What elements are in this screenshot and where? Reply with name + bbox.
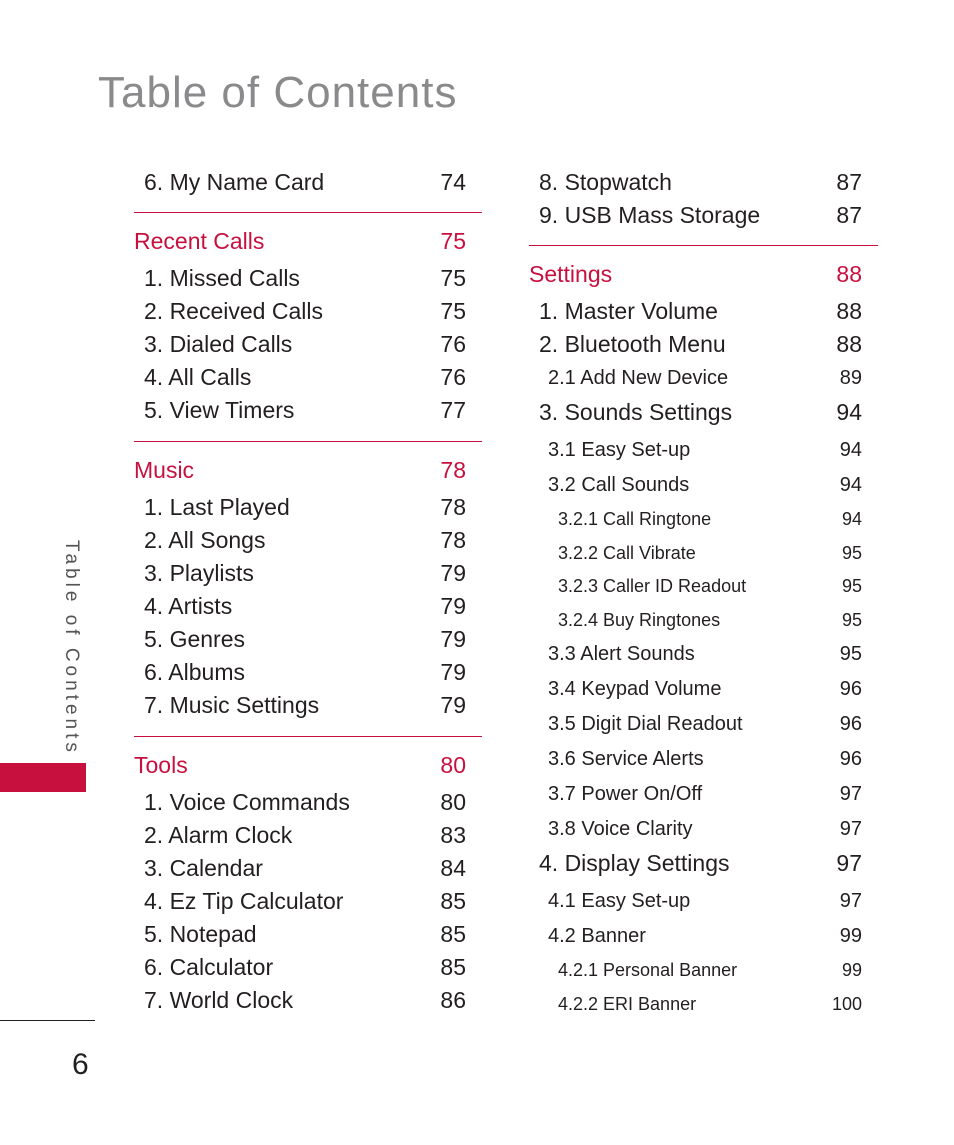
section-heading-label: Recent Calls <box>134 228 265 254</box>
toc-entry-page: 74 <box>440 169 466 195</box>
toc-entry-calculator[interactable] <box>134 951 482 984</box>
toc-entry-alarm-clock[interactable] <box>134 819 482 852</box>
toc-entry-label: 8. Stopwatch <box>539 169 672 195</box>
toc-entry-sounds-settings[interactable] <box>529 396 878 429</box>
toc-entry-usb-mass-storage[interactable] <box>529 199 878 232</box>
toc-entry-call-sounds[interactable] <box>529 468 878 503</box>
footer-divider <box>0 1020 95 1021</box>
toc-entry-page: 97 <box>836 850 862 876</box>
toc-entry-label: 3.6 Service Alerts <box>548 748 704 770</box>
toc-entry-label: 7. Music Settings <box>144 692 320 718</box>
toc-entry-label: 2. All Songs <box>144 527 266 553</box>
toc-entry-page: 97 <box>839 890 862 912</box>
section-heading-label: Settings <box>529 261 613 287</box>
toc-entry-label: 3.2.4 Buy Ringtones <box>558 609 721 630</box>
toc-entry-world-clock[interactable] <box>134 984 482 1017</box>
toc-entry-page: 88 <box>836 298 862 324</box>
toc-entry-page: 86 <box>440 987 466 1013</box>
toc-entry-page: 99 <box>839 925 862 947</box>
toc-entry-page: 100 <box>831 993 862 1014</box>
toc-entry-label: 3.2.1 Call Ringtone <box>558 509 712 530</box>
toc-entry-artists[interactable] <box>134 590 482 623</box>
toc-entry-label: 3.4 Keypad Volume <box>548 678 722 700</box>
toc-entry-label: 3. Dialed Calls <box>144 331 293 357</box>
section-heading-label: Music <box>134 457 195 483</box>
toc-entry-page: 79 <box>440 626 466 652</box>
toc-entry-page: 85 <box>440 954 466 980</box>
toc-entry-page: 78 <box>440 494 466 520</box>
toc-entry-alert-sounds[interactable] <box>529 637 878 672</box>
section-heading-page: 78 <box>440 457 466 483</box>
toc-entry-page: 94 <box>836 399 862 425</box>
toc-entry-page: 94 <box>839 474 862 496</box>
toc-entry-page: 96 <box>839 713 862 735</box>
toc-entry-label: 4.2 Banner <box>548 925 646 947</box>
toc-entry-buy-ringtones[interactable] <box>529 604 878 638</box>
toc-right-column <box>529 166 878 1021</box>
toc-entry-page: 85 <box>440 888 466 914</box>
toc-entry-label: 6. Calculator <box>144 954 274 980</box>
toc-entry-voice-commands[interactable] <box>134 786 482 819</box>
toc-entry-voice-clarity[interactable] <box>529 812 878 847</box>
toc-entry-page: 84 <box>440 855 466 881</box>
toc-entry-page: 79 <box>440 659 466 685</box>
toc-entry-label: 6. My Name Card <box>144 169 325 195</box>
toc-left-column <box>134 166 482 1017</box>
toc-entry-page: 79 <box>440 692 466 718</box>
toc-entry-dialed-calls[interactable] <box>134 328 482 361</box>
section-heading-tools[interactable] <box>134 736 482 779</box>
toc-entry-page: 75 <box>440 265 466 291</box>
toc-entry-service-alerts[interactable] <box>529 742 878 777</box>
toc-entry-my-name-card[interactable] <box>134 166 482 199</box>
toc-entry-label: 1. Voice Commands <box>144 789 350 815</box>
toc-entry-label: 4.1 Easy Set-up <box>548 890 691 912</box>
toc-entry-label: 2.1 Add New Device <box>548 367 729 389</box>
toc-entry-banner[interactable] <box>529 919 878 954</box>
side-tab-label: Table of Contents <box>61 540 82 756</box>
toc-entry-page: 78 <box>440 527 466 553</box>
toc-entry-label: 2. Bluetooth Menu <box>539 331 726 357</box>
toc-entry-genres[interactable] <box>134 623 482 656</box>
toc-entry-page: 79 <box>440 593 466 619</box>
toc-entry-calendar[interactable] <box>134 852 482 885</box>
toc-entry-personal-banner[interactable] <box>529 954 878 988</box>
toc-entry-label: 5. Genres <box>144 626 245 652</box>
toc-entry-missed-calls[interactable] <box>134 262 482 295</box>
toc-entry-label: 6. Albums <box>144 659 245 685</box>
toc-entry-label: 3. Calendar <box>144 855 263 881</box>
toc-entry-music-settings[interactable] <box>134 689 482 722</box>
toc-entry-label: 4. Display Settings <box>539 850 730 876</box>
section-heading-page: 80 <box>440 752 466 778</box>
toc-entry-caller-id-readout[interactable] <box>529 570 878 604</box>
toc-entry-page: 87 <box>836 202 862 228</box>
side-tab-marker <box>0 763 86 792</box>
toc-entry-view-timers[interactable] <box>134 394 482 427</box>
section-heading-page: 75 <box>440 228 466 254</box>
toc-entry-call-ringtone[interactable] <box>529 503 878 537</box>
toc-entry-label: 4. All Calls <box>144 364 252 390</box>
page-number: 6 <box>72 1048 89 1081</box>
toc-entry-ez-tip-calculator[interactable] <box>134 885 482 918</box>
toc-entry-label: 3.8 Voice Clarity <box>548 818 693 840</box>
toc-entry-label: 3.7 Power On/Off <box>548 783 703 805</box>
toc-entry-label: 1. Missed Calls <box>144 265 300 291</box>
toc-entry-page: 79 <box>440 560 466 586</box>
toc-entry-label: 4. Ez Tip Calculator <box>144 888 344 914</box>
toc-entry-call-vibrate[interactable] <box>529 537 878 571</box>
toc-entry-page: 97 <box>839 783 862 805</box>
toc-entry-display-settings[interactable] <box>529 847 878 880</box>
toc-entry-bluetooth-menu[interactable] <box>529 328 878 361</box>
toc-entry-label: 3.3 Alert Sounds <box>548 643 695 665</box>
toc-entry-label: 3.2.2 Call Vibrate <box>558 542 696 563</box>
section-heading-recent-calls[interactable] <box>134 212 482 255</box>
toc-entry-page: 94 <box>841 509 862 530</box>
toc-entry-page: 88 <box>836 331 862 357</box>
toc-entry-stopwatch[interactable] <box>529 166 878 199</box>
toc-entry-received-calls[interactable] <box>134 295 482 328</box>
toc-entry-page: 75 <box>440 298 466 324</box>
toc-entry-eri-banner[interactable] <box>529 988 878 1022</box>
toc-entry-label: 2. Received Calls <box>144 298 323 324</box>
toc-entry-label: 4.2.2 ERI Banner <box>558 993 697 1014</box>
toc-entry-page: 89 <box>839 367 862 389</box>
toc-entry-label: 5. Notepad <box>144 921 257 947</box>
toc-entry-digit-dial-readout[interactable] <box>529 707 878 742</box>
toc-entry-page: 96 <box>839 678 862 700</box>
toc-entry-page: 94 <box>839 439 862 461</box>
toc-entry-label: 4.2.1 Personal Banner <box>558 960 738 981</box>
toc-entry-label: 5. View Timers <box>144 397 295 423</box>
toc-entry-page: 76 <box>440 331 466 357</box>
toc-entry-page: 85 <box>440 921 466 947</box>
toc-entry-label: 4. Artists <box>144 593 233 619</box>
toc-entry-page: 95 <box>839 643 862 665</box>
toc-entry-label: 3. Sounds Settings <box>539 399 733 425</box>
toc-entry-label: 3.2 Call Sounds <box>548 474 690 496</box>
section-heading-page: 88 <box>836 261 862 287</box>
section-heading-settings[interactable] <box>529 245 878 288</box>
toc-entry-page: 77 <box>440 397 466 423</box>
toc-entry-page: 87 <box>836 169 862 195</box>
toc-entry-page: 83 <box>440 822 466 848</box>
toc-entry-page: 95 <box>841 542 862 563</box>
toc-entry-label: 3.2.3 Caller ID Readout <box>558 576 747 597</box>
section-heading-music[interactable] <box>134 441 482 484</box>
toc-entry-page: 97 <box>839 818 862 840</box>
toc-entry-notepad[interactable] <box>134 918 482 951</box>
toc-entry-easy-set-up[interactable] <box>529 433 878 468</box>
toc-entry-label: 3.5 Digit Dial Readout <box>548 713 743 735</box>
toc-entry-label: 9. USB Mass Storage <box>539 202 761 228</box>
section-heading-label: Tools <box>134 752 188 778</box>
toc-entry-page: 96 <box>839 748 862 770</box>
page-title: Table of Contents <box>98 68 458 117</box>
toc-entry-page: 76 <box>440 364 466 390</box>
toc-entry-last-played[interactable] <box>134 491 482 524</box>
toc-entry-albums[interactable] <box>134 656 482 689</box>
toc-entry-page: 95 <box>841 609 862 630</box>
toc-entry-playlists[interactable] <box>134 557 482 590</box>
toc-entry-label: 2. Alarm Clock <box>144 822 293 848</box>
toc-entry-power-on-off[interactable] <box>529 777 878 812</box>
toc-entry-all-songs[interactable] <box>134 524 482 557</box>
toc-entry-label: 3.1 Easy Set-up <box>548 439 691 461</box>
toc-entry-label: 7. World Clock <box>144 987 294 1013</box>
toc-entry-page: 95 <box>841 576 862 597</box>
toc-entry-page: 99 <box>841 960 862 981</box>
toc-entry-page: 80 <box>440 789 466 815</box>
toc-entry-keypad-volume[interactable] <box>529 672 878 707</box>
toc-entry-master-volume[interactable] <box>529 295 878 328</box>
toc-entry-label: 1. Last Played <box>144 494 290 520</box>
toc-entry-all-calls[interactable] <box>134 361 482 394</box>
toc-entry-display-easy-set-up[interactable] <box>529 884 878 919</box>
toc-entry-add-new-device[interactable] <box>529 361 878 396</box>
toc-entry-label: 1. Master Volume <box>539 298 718 324</box>
toc-entry-label: 3. Playlists <box>144 560 254 586</box>
